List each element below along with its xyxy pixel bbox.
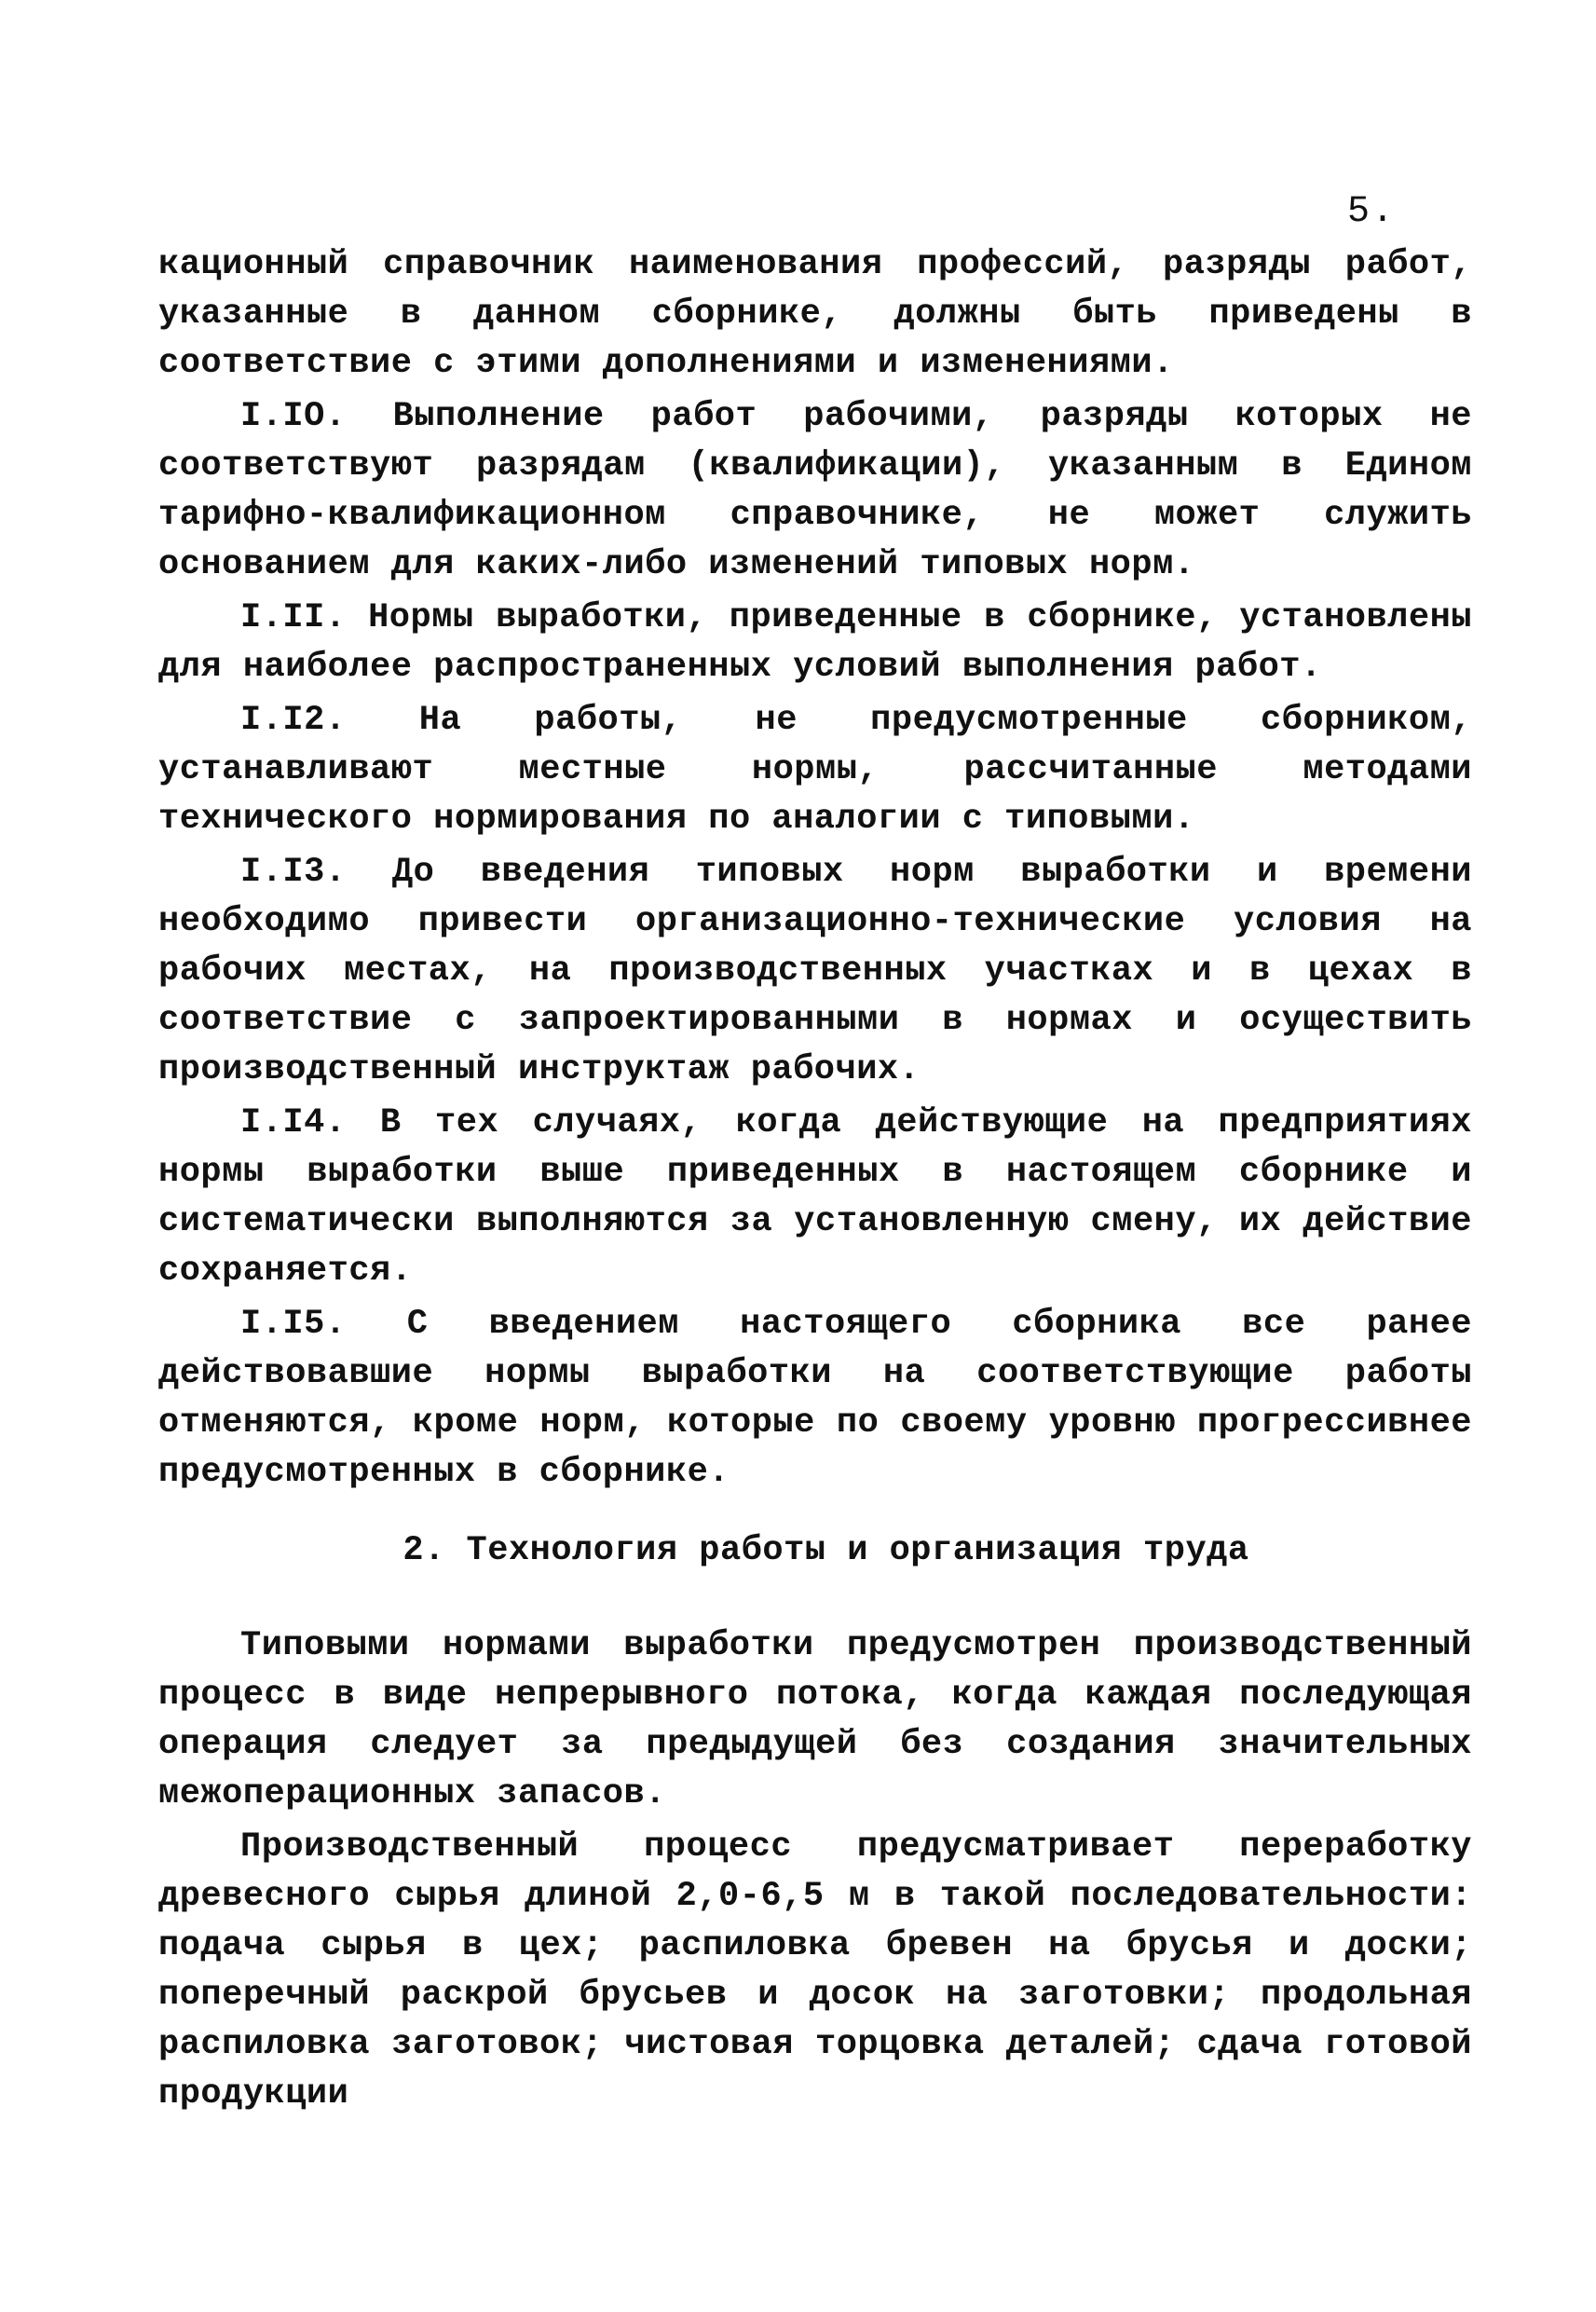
clause-1-14: I.I4. В тех случаях, когда действующие на предприятиях нормы выработки выше приведенных в настоящем сборнике и систематически выполняются за установленную смену, их действие сохраняется. [158, 1103, 1472, 1291]
clause-1-15: I.I5. С введением настоящего сборника все ранее действовавшие нормы выработки на соответствующие работы отменяются, кроме норм, которые по своему уровню прогрессивнее предусмотренных в сборнике. [158, 1305, 1472, 1492]
paragraph-continuation: кационный справочник наименования профессий, разряды работ, указанные в данном сборнике, должны быть приведены в соответствие с этими дополнениями и изменениями. [158, 245, 1472, 383]
page-number: 5. [1346, 191, 1396, 233]
clauses-section-1 [158, 240, 1472, 1498]
clause-1-13: I.I3. До введения типовых норм выработки и времени необходимо привести организационно-технические условия на рабочих местах, на производственных участках и в цехах в соответствие с запроектированными в нормах и осуществить производственный инструктаж рабочих. [158, 853, 1472, 1089]
clause-1-12: I.I2. На работы, не предусмотренные сборником, устанавливают местные нормы, рассчитанные методами технического нормирования по аналогии с типовыми. [158, 701, 1472, 839]
section-2-body [158, 1621, 1472, 2119]
paragraph-flow-process: Типовыми нормами выработки предусмотрен производственный процесс в виде непрерывного потока, когда каждая последующая операция следует за предыдущей без создания значительных межоперационных запасов. [158, 1626, 1472, 1813]
clause-1-11: I.II. Нормы выработки, приведенные в сборнике, установлены для наиболее распространенных условий выполнения работ. [158, 598, 1472, 687]
clause-1-10: I.IO. Выполнение работ рабочими, разряды которых не соответствуют разрядам (квалификации), указанным в Едином тарифно-квалификационном справочнике, не может служить основанием для каких-либо изменений типовых норм. [158, 397, 1472, 584]
section-heading: 2. Технология работы и организация труда [402, 1531, 1249, 1570]
paragraph-process-sequence: Производственный процесс предусматривает переработку древесного сырья длиной 2,0-6,5 м в такой последовательности: подача сырья в цех; распиловка бревен на брусья и доски; поперечный раскрой брусьев и досок на заготовки; продольная распиловка заготовок; чистовая торцовка деталей; сдача готовой продукции [158, 1827, 1472, 2114]
